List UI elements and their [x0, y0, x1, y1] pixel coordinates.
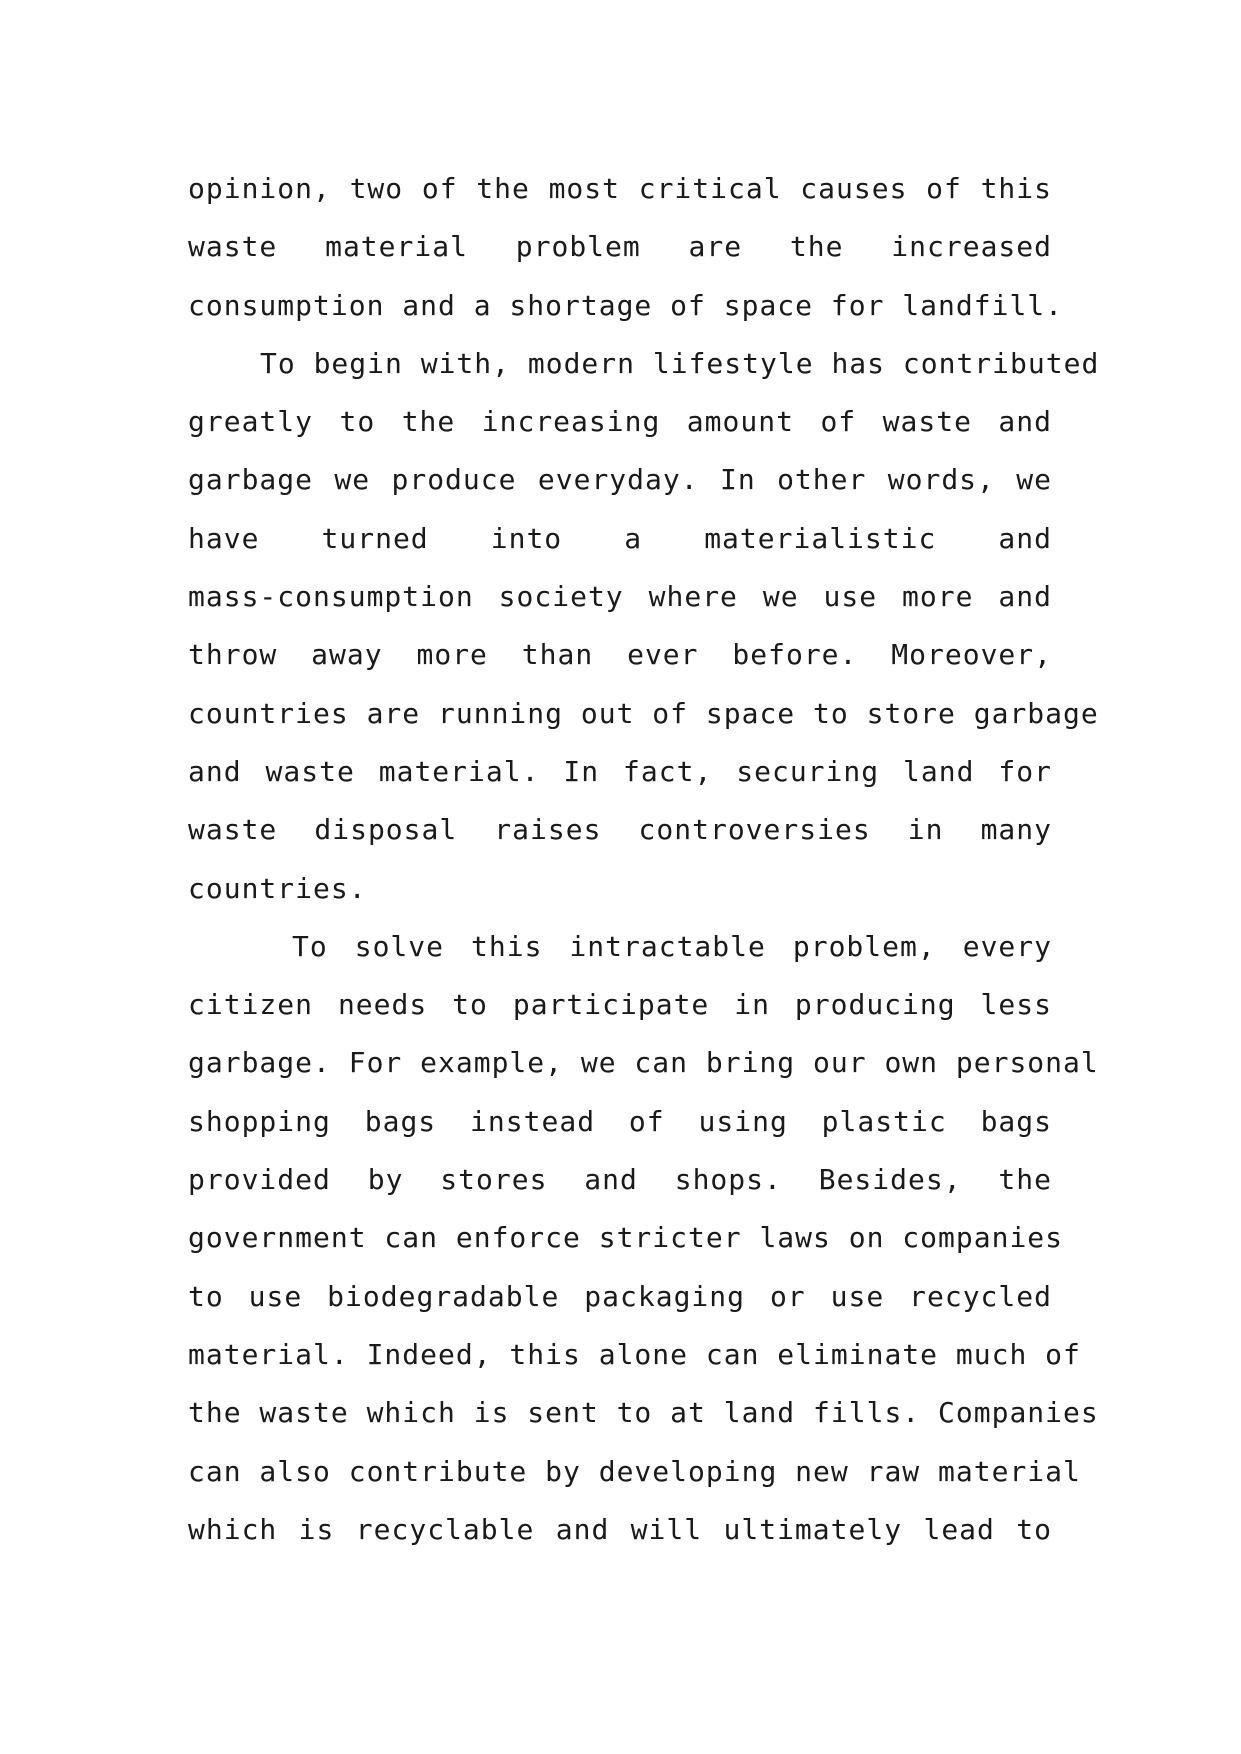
paragraph-1-line-2: waste material problem are the increased: [188, 230, 1052, 264]
paragraph-3-line-8: material. Indeed, this alone can eliminate much of: [188, 1337, 1081, 1371]
paragraph-3-line-1: To solve this intractable problem, every: [292, 929, 1052, 963]
paragraph-3-line-2: citizen needs to participate in producing less: [188, 988, 1052, 1022]
paragraph-1-line-3: consumption and a shortage of space for landfill.: [188, 288, 1064, 322]
paragraph-2-line-5: mass-consumption society where we use more and: [188, 580, 1052, 614]
paragraph-3-line-6: government can enforce stricter laws on companies: [188, 1221, 1064, 1255]
paragraph-3-line-9: the waste which is sent to at land fills. Companies: [188, 1396, 1099, 1430]
paragraph-3-line-7: to use biodegradable packaging or use recycled: [188, 1279, 1052, 1313]
paragraph-2-line-7: countries are running out of space to store garbage: [188, 696, 1099, 730]
paragraph-2-line-10: countries.: [188, 871, 367, 905]
paragraph-2-line-9: waste disposal raises controversies in many: [188, 813, 1052, 847]
paragraph-2-line-8: and waste material. In fact, securing land for: [188, 754, 1052, 788]
paragraph-3-line-3: garbage. For example, we can bring our own personal: [188, 1046, 1099, 1080]
paragraph-2-line-2: greatly to the increasing amount of waste and: [188, 405, 1052, 439]
paragraph-2-line-1: To begin with, modern lifestyle has contributed: [260, 346, 1100, 380]
paragraph-3-line-5: provided by stores and shops. Besides, the: [188, 1163, 1052, 1197]
paragraph-3-line-11: which is recyclable and will ultimately lead to: [188, 1512, 1052, 1546]
paragraph-2-line-3: garbage we produce everyday. In other words, we: [188, 463, 1052, 497]
paragraph-2-line-6: throw away more than ever before. Moreover,: [188, 638, 1052, 672]
paragraph-3-line-10: can also contribute by developing new raw material: [188, 1454, 1081, 1488]
paragraph-3-line-4: shopping bags instead of using plastic bags: [188, 1104, 1052, 1138]
paragraph-2-line-4: have turned into a materialistic and: [188, 521, 1052, 555]
body-text: [188, 160, 1100, 1559]
paragraph-1-line-1: opinion, two of the most critical causes of this: [188, 172, 1052, 205]
